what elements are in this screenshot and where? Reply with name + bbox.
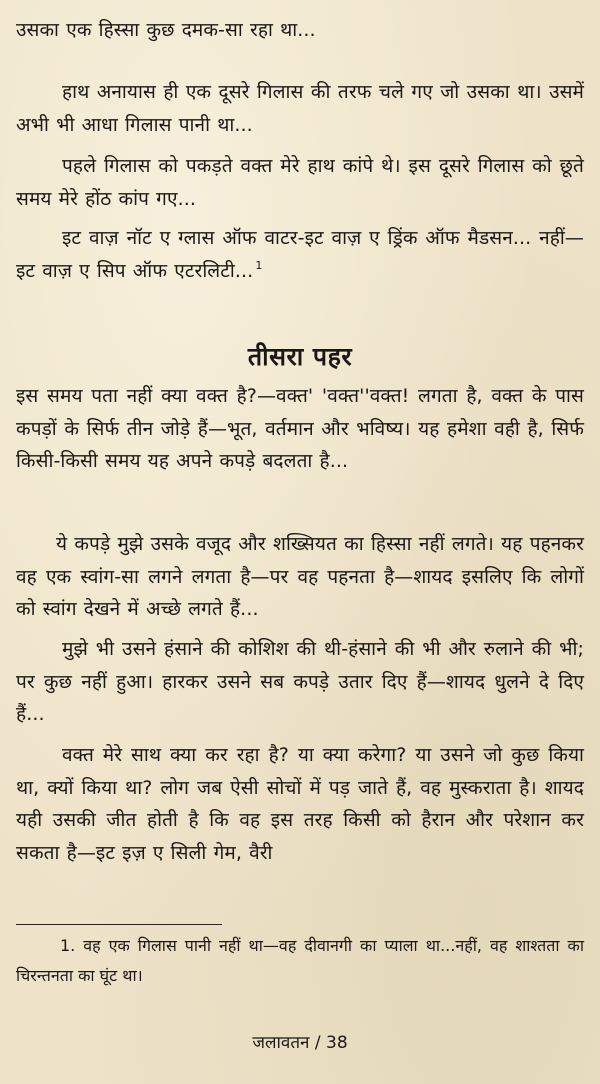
footnote: 1. वह एक गिलास पानी नहीं था—वह दीवानगी का प्याला था...नहीं, वह शाश्तता का चिरन्तनता का घूंट था।	[16, 936, 584, 985]
paragraph-5: इस समय पता नहीं क्या वक्त है?—वक्त' 'वक्त''वक्त! लगता है, वक्त के पास कपड़ों के सिर्फ तीन जोड़े हैं—भूत, वर्तमान और भविष्य। यह हमेशा वही है, सिर्फ किसी-किसी समय यह अपने कपड़े बदलता है...	[16, 385, 584, 472]
page-folio: जलावतन / 38	[252, 1033, 348, 1053]
paragraph-8: वक्त मेरे साथ क्या कर रहा है? या क्या करेगा? या उसने जो कुछ किया था, क्यों किया था? लोग जब ऐसी सोचों में पड़ जाते हैं, वह मुस्कराता है। शायद यही उसकी जीत होती है कि वह इस तरह किसी को हैरान और परेशान कर सकता है—इट इज़ ए सिली गेम, वैरी	[16, 744, 584, 864]
paragraph-1: उसका एक हिस्सा कुछ दमक-सा रहा था...	[16, 19, 316, 41]
paragraph-4-text: इट वाज़ नॉट ए ग्लास ऑफ वाटर-इट वाज़ ए ड्रिंक ऑफ मैडसन... नहीं—इट वाज़ ए सिप ऑफ एटरलिटी...	[16, 227, 584, 282]
footnote-reference: 1	[255, 259, 263, 273]
paragraph-2: हाथ अनायास ही एक दूसरे गिलास की तरफ चले गए जो उसका था। उसमें अभी भी आधा गिलास पानी था...	[16, 81, 584, 136]
paragraph-3: पहले गिलास को पकड़ते वक्त मेरे हाथ कांपे थे। इस दूसरे गिलास को छूते समय मेरे होंठ कांप गए...	[16, 155, 584, 210]
paragraph-6: ये कपड़े मुझे उसके वजूद और शख्सियत का हिस्सा नहीं लगते। यह पहनकर वह एक स्वांग-सा लगने लगता है—पर वह पहनता है—शायद इसलिए कि लोगों को स्वांग देखने में अच्छे लगते हैं...	[16, 533, 584, 620]
paragraph-4	[16, 222, 584, 287]
footnote-divider	[16, 924, 222, 925]
section-heading: तीसरा पहर	[247, 342, 353, 371]
paragraph-7: मुझे भी उसने हंसाने की कोशिश की थी-हंसाने की भी और रुलाने की भी; पर कुछ नहीं हुआ। हारकर उसने सब कपड़े उतार दिए हैं—शायद धुलने दे दिए हैं...	[16, 638, 584, 725]
